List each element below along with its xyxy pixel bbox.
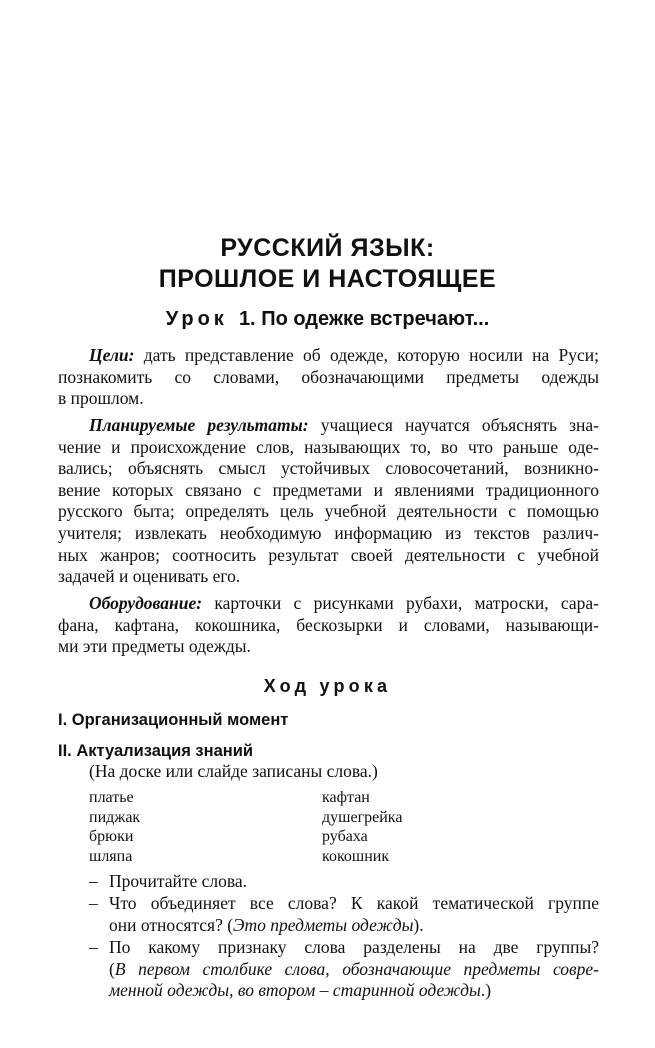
dialogue-answer: В первом столбике слова, обозначающие предметы совре- xyxy=(114,958,599,979)
word-item: брюки xyxy=(89,828,134,845)
board-note: (На доске или слайде записаны слова.) xyxy=(89,761,378,781)
equipment-text-line: карточки с рисунками рубахи, матроски, сара- xyxy=(202,593,599,613)
goals-text-line: в прошлом. xyxy=(58,388,144,409)
results-text-line: вение которых связано с предметами и явлениями традиционного xyxy=(58,479,599,500)
dash-mark: – xyxy=(89,893,98,913)
goals-label: Цели: xyxy=(89,345,135,365)
dialogue-answer: Это предметы одежды xyxy=(233,914,414,935)
goals-text-line: познакомить со словами, обозначающими предметы одежды xyxy=(58,366,599,387)
stage-1-heading: I. Организационный момент xyxy=(58,711,289,729)
dialogue-text: ). xyxy=(413,914,424,935)
word-item: кокошник xyxy=(322,847,390,865)
equipment-text-line: фана, кафтана, кокошника, бескозырки и словами, называющи- xyxy=(58,614,599,635)
dialogue-line: По какому признаку слова разделены на две группы? xyxy=(109,937,599,957)
dialogue-line: Прочитайте слова. xyxy=(109,871,248,891)
dialogue-item-3 xyxy=(89,937,599,1002)
stage-2-heading: II. Актуализация знаний xyxy=(58,742,254,760)
results-text-line: вались; объяснять смысл устойчивых словосочетаний, возникно- xyxy=(58,458,599,479)
results-text-line: чение и происхождение слов, называющих то, во что раньше оде- xyxy=(58,436,599,457)
dash-mark: – xyxy=(89,871,98,891)
results-text-line: задачей и оценивать его. xyxy=(58,566,241,587)
dialogue-answer: менной одежды, во втором – старинной одежды xyxy=(109,980,481,1001)
lesson-label: Урок xyxy=(165,308,228,330)
old-clothes-column xyxy=(322,788,402,866)
lesson-name: По одежке встречают... xyxy=(261,308,490,330)
word-item: душегрейка xyxy=(322,808,403,826)
chapter-title-line-2: ПРОШЛОЕ И НАСТОЯЩЕЕ xyxy=(158,265,497,293)
dialogue-text: .) xyxy=(480,980,492,1001)
dash-mark: – xyxy=(89,937,98,957)
goals-paragraph xyxy=(58,345,599,410)
results-paragraph xyxy=(58,415,599,588)
dialogue-item-1 xyxy=(89,871,599,893)
lesson-number: 1. xyxy=(238,308,256,330)
dialogue-text: они относятся? ( xyxy=(109,914,234,935)
word-item: рубаха xyxy=(322,828,368,845)
dialogue-item-2 xyxy=(89,893,599,936)
equipment-paragraph xyxy=(58,593,599,658)
modern-clothes-column xyxy=(89,788,140,866)
word-item: пиджак xyxy=(89,808,141,826)
results-label: Планируемые результаты: xyxy=(89,415,309,435)
results-text-line: ных жанров; соотносить результат своей деятельности с учебной xyxy=(58,544,599,565)
goals-text-line: дать представление об одежде, которую носили на Руси; xyxy=(134,345,599,365)
section-title: Ход урока xyxy=(263,676,392,696)
chapter-title-line-1: РУССКИЙ ЯЗЫК: xyxy=(220,234,435,262)
lesson-heading xyxy=(0,306,655,332)
word-item: кафтан xyxy=(322,789,370,806)
dialogue-line: Что объединяет все слова? К какой тематической группе xyxy=(109,893,599,913)
equipment-text-line: ми эти предметы одежды. xyxy=(58,636,251,657)
results-text-line: учащиеся научатся объяснять зна- xyxy=(308,415,599,435)
results-text-line: русского быта; определять цель учебной деятельности с помощью xyxy=(58,501,599,522)
equipment-label: Оборудование: xyxy=(89,593,203,613)
results-text-line: учителя; извлекать необходимую информацию из текстов различ- xyxy=(58,522,599,543)
dialogue-text: ( xyxy=(109,958,115,979)
word-item: платье xyxy=(89,789,134,806)
word-item: шляпа xyxy=(89,847,133,865)
